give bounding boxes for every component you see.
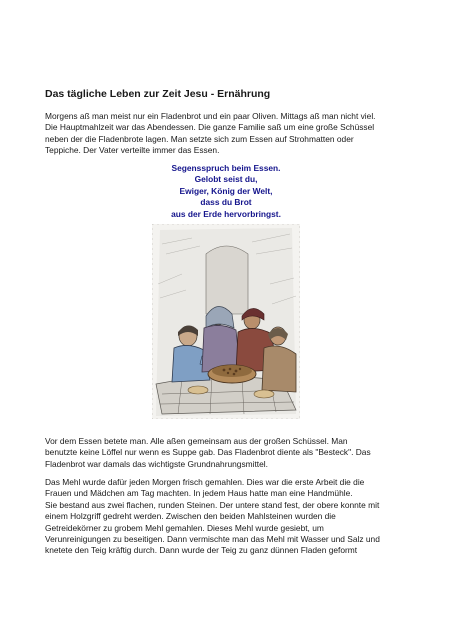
paragraph-prayer xyxy=(45,436,435,470)
text-line: Vor dem Essen betete man. Alle aßen gemeinsam aus der großen Schüssel. Man xyxy=(45,436,348,446)
text-line: Morgens aß man meist nur ein Fladenbrot und ein paar Oliven. Mittags aß man nicht viel. xyxy=(45,111,376,121)
page-title: Das tägliche Leben zur Zeit Jesu - Ernährung xyxy=(45,88,271,100)
text-line: einem Holzgriff gedreht werden. Zwischen den beiden Mahlsteinen wurden die xyxy=(45,511,336,522)
text-line: Fladenbrot war damals das wichtigste Grundnahrungsmittel. xyxy=(45,458,268,469)
prayer-line: Gelobt seist du, xyxy=(194,174,258,185)
text-line: Teppiche. Der Vater verteilte immer das Essen. xyxy=(45,145,220,156)
text-line: neben der die Fladenbrote lagen. Man setzte sich zum Essen auf Strohmatten oder xyxy=(45,133,354,144)
paragraph-meals xyxy=(45,111,435,157)
prayer-line: Ewiger, König der Welt, xyxy=(179,185,273,196)
text-line: Das Mehl wurde dafür jeden Morgen frisch gemahlen. Dies war die erste Arbeit die die xyxy=(45,477,365,487)
text-line: benutzte keine Löffel nur wenn es Suppe gab. Das Fladenbrot diente als "Besteck". Das xyxy=(45,447,371,458)
text-line: Die Hauptmahlzeit war das Abendessen. Die ganze Familie saß um eine große Schüssel xyxy=(45,122,375,133)
prayer-heading: Segensspruch beim Essen. xyxy=(171,163,281,173)
family-meal-illustration xyxy=(152,224,300,419)
text-line: Getreidekörner zu grobem Mehl gemahlen. Dieses Mehl wurde gesiebt, um xyxy=(45,522,324,533)
paragraph-flour xyxy=(45,477,435,557)
text-line: knetete den Teig kräftig durch. Dann wurde der Teig zu ganz dünnen Fladen geformt xyxy=(45,545,358,556)
prayer-line: aus der Erde hervorbringst. xyxy=(171,208,281,219)
blessing-prayer xyxy=(120,163,332,220)
text-line: Sie bestand aus zwei flachen, runden Steinen. Der untere stand fest, der obere konnte mit xyxy=(45,499,380,510)
text-line: Verunreinigungen zu beseitigen. Dann vermischte man das Mehl mit Wasser und Salz und xyxy=(45,534,380,545)
prayer-line: dass du Brot xyxy=(200,197,252,208)
text-line: Frauen und Mädchen am Tag machten. In jedem Haus hatte man eine Handmühle. xyxy=(45,488,353,499)
